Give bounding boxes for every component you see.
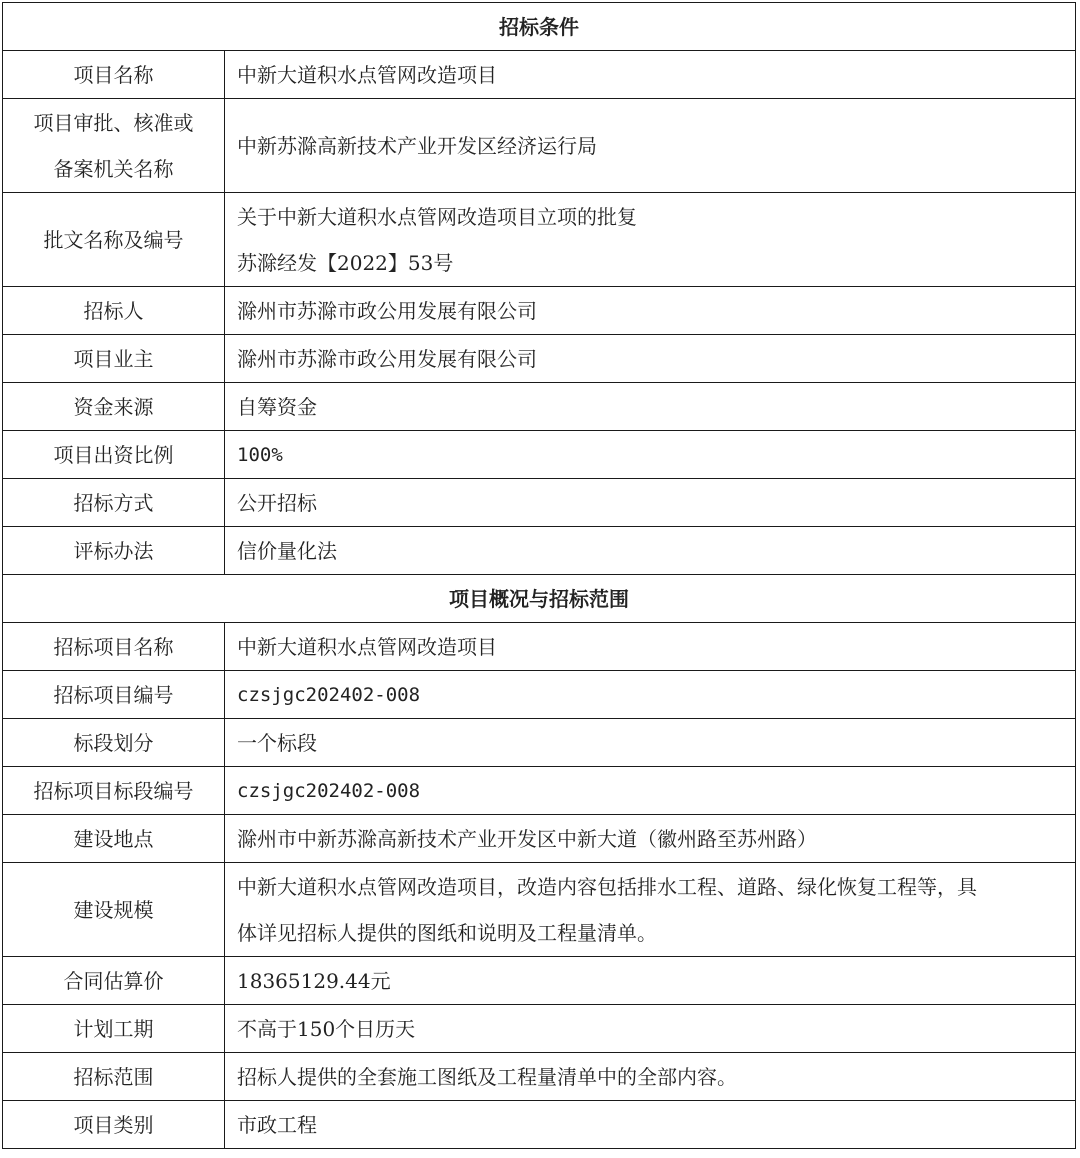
row-label: 招标项目标段编号 xyxy=(3,767,225,815)
table-row xyxy=(3,815,1076,863)
table-row xyxy=(3,431,1076,479)
table-row xyxy=(3,863,1076,957)
row-value: 滁州市苏滁市政公用发展有限公司 xyxy=(225,335,1076,383)
row-value: 一个标段 xyxy=(225,719,1076,767)
row-label: 项目业主 xyxy=(3,335,225,383)
table-row xyxy=(3,719,1076,767)
row-label: 资金来源 xyxy=(3,383,225,431)
table-row xyxy=(3,383,1076,431)
row-value-line: 中新大道积水点管网改造项目，改造内容包括排水工程、道路、绿化恢复工程等，具 xyxy=(237,874,977,899)
row-label-line: 备案机关名称 xyxy=(53,156,174,181)
section-header-row xyxy=(3,3,1076,51)
row-value: 公开招标 xyxy=(225,479,1076,527)
row-value: 中新苏滁高新技术产业开发区经济运行局 xyxy=(225,99,1076,193)
row-value: 中新大道积水点管网改造项目 xyxy=(225,51,1076,99)
row-value: 滁州市苏滁市政公用发展有限公司 xyxy=(225,287,1076,335)
row-label: 招标人 xyxy=(3,287,225,335)
table-row xyxy=(3,1053,1076,1101)
section-title-project-overview: 项目概况与招标范围 xyxy=(3,575,1076,623)
row-value: 滁州市中新苏滁高新技术产业开发区中新大道（徽州路至苏州路） xyxy=(225,815,1076,863)
row-label: 项目类别 xyxy=(3,1101,225,1149)
row-label-line: 项目审批、核准或 xyxy=(33,110,194,135)
table-row xyxy=(3,767,1076,815)
row-label: 建设规模 xyxy=(3,863,225,957)
row-label: 招标范围 xyxy=(3,1053,225,1101)
row-value: czsjgc202402-008 xyxy=(225,767,1076,815)
row-label: 批文名称及编号 xyxy=(3,193,225,287)
row-label: 招标项目编号 xyxy=(3,671,225,719)
row-label: 合同估算价 xyxy=(3,957,225,1005)
table-row xyxy=(3,51,1076,99)
table-row xyxy=(3,671,1076,719)
table-row xyxy=(3,1101,1076,1149)
table-row xyxy=(3,335,1076,383)
row-value-line: 关于中新大道积水点管网改造项目立项的批复 xyxy=(237,204,637,229)
row-value-line: 体详见招标人提供的图纸和说明及工程量清单。 xyxy=(237,920,657,945)
row-value xyxy=(225,863,1076,957)
tender-info-table xyxy=(2,2,1076,1149)
row-value: 100% xyxy=(225,431,1076,479)
row-label: 评标办法 xyxy=(3,527,225,575)
row-value: czsjgc202402-008 xyxy=(225,671,1076,719)
table-row xyxy=(3,287,1076,335)
row-value-line: 苏滁经发【2022】53号 xyxy=(237,250,454,275)
table-row xyxy=(3,1005,1076,1053)
row-value: 中新大道积水点管网改造项目 xyxy=(225,623,1076,671)
row-value: 不高于150个日历天 xyxy=(225,1005,1076,1053)
row-value: 招标人提供的全套施工图纸及工程量清单中的全部内容。 xyxy=(225,1053,1076,1101)
row-label: 招标方式 xyxy=(3,479,225,527)
row-value xyxy=(225,193,1076,287)
section-title-tender-conditions: 招标条件 xyxy=(3,3,1076,51)
row-label: 计划工期 xyxy=(3,1005,225,1053)
row-value: 信价量化法 xyxy=(225,527,1076,575)
row-value: 市政工程 xyxy=(225,1101,1076,1149)
row-label: 建设地点 xyxy=(3,815,225,863)
table-row xyxy=(3,193,1076,287)
row-value: 自筹资金 xyxy=(225,383,1076,431)
row-label xyxy=(3,99,225,193)
section-header-row xyxy=(3,575,1076,623)
row-label: 项目名称 xyxy=(3,51,225,99)
row-label: 标段划分 xyxy=(3,719,225,767)
table-row xyxy=(3,479,1076,527)
table-row xyxy=(3,99,1076,193)
table-row xyxy=(3,957,1076,1005)
table-row xyxy=(3,623,1076,671)
row-value: 18365129.44元 xyxy=(225,957,1076,1005)
table-row xyxy=(3,527,1076,575)
row-label: 项目出资比例 xyxy=(3,431,225,479)
row-label: 招标项目名称 xyxy=(3,623,225,671)
